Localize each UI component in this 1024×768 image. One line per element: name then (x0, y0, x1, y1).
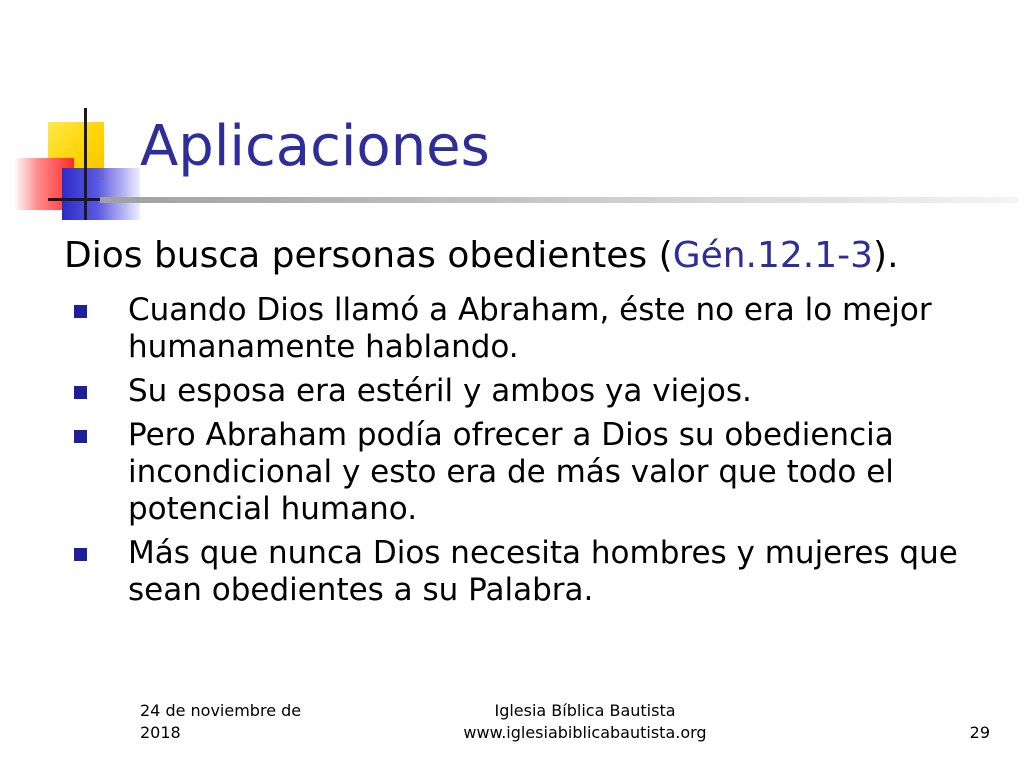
bullet-text: Su esposa era estéril y ambos ya viejos. (128, 373, 752, 409)
footer-organization (420, 700, 750, 744)
overlapping-squares-logo-icon (0, 100, 150, 230)
square-bullet-icon (74, 430, 87, 443)
footer-date-line1: 24 de noviembre de (140, 701, 302, 720)
logo-vertical-line (84, 108, 87, 220)
slide-subtitle (64, 232, 899, 280)
footer-website: www.iglesiabiblicabautista.org (463, 723, 707, 742)
square-bullet-icon (74, 548, 87, 561)
bullet-item (72, 292, 1012, 366)
footer-church-name: Iglesia Bíblica Bautista (494, 701, 676, 720)
bullet-text: Pero Abraham podía ofrecer a Dios su obediencia incondicional y esto era de más valor que todo el potencial humano. (128, 417, 894, 527)
page-number: 29 (969, 723, 990, 742)
bullet-text: Más que nunca Dios necesita hombres y mujeres que sean obedientes a su Palabra. (128, 535, 958, 608)
subtitle-text-after: ). (873, 235, 899, 276)
title-divider (100, 197, 1018, 203)
bible-reference: Gén.12.1-3 (672, 235, 874, 276)
square-bullet-icon (74, 305, 87, 318)
bullet-item (72, 535, 1012, 609)
bullet-item (72, 417, 1012, 528)
logo-blue-square (62, 168, 140, 220)
footer-date (140, 700, 340, 744)
bullet-list (72, 292, 1012, 616)
footer-date-line2: 2018 (140, 723, 181, 742)
square-bullet-icon (74, 386, 87, 399)
bullet-item (72, 373, 1012, 410)
bullet-text: Cuando Dios llamó a Abraham, éste no era lo mejor humanamente hablando. (128, 292, 932, 365)
slide-title: Aplicaciones (140, 114, 490, 179)
subtitle-text-before: Dios busca personas obedientes ( (64, 235, 673, 276)
